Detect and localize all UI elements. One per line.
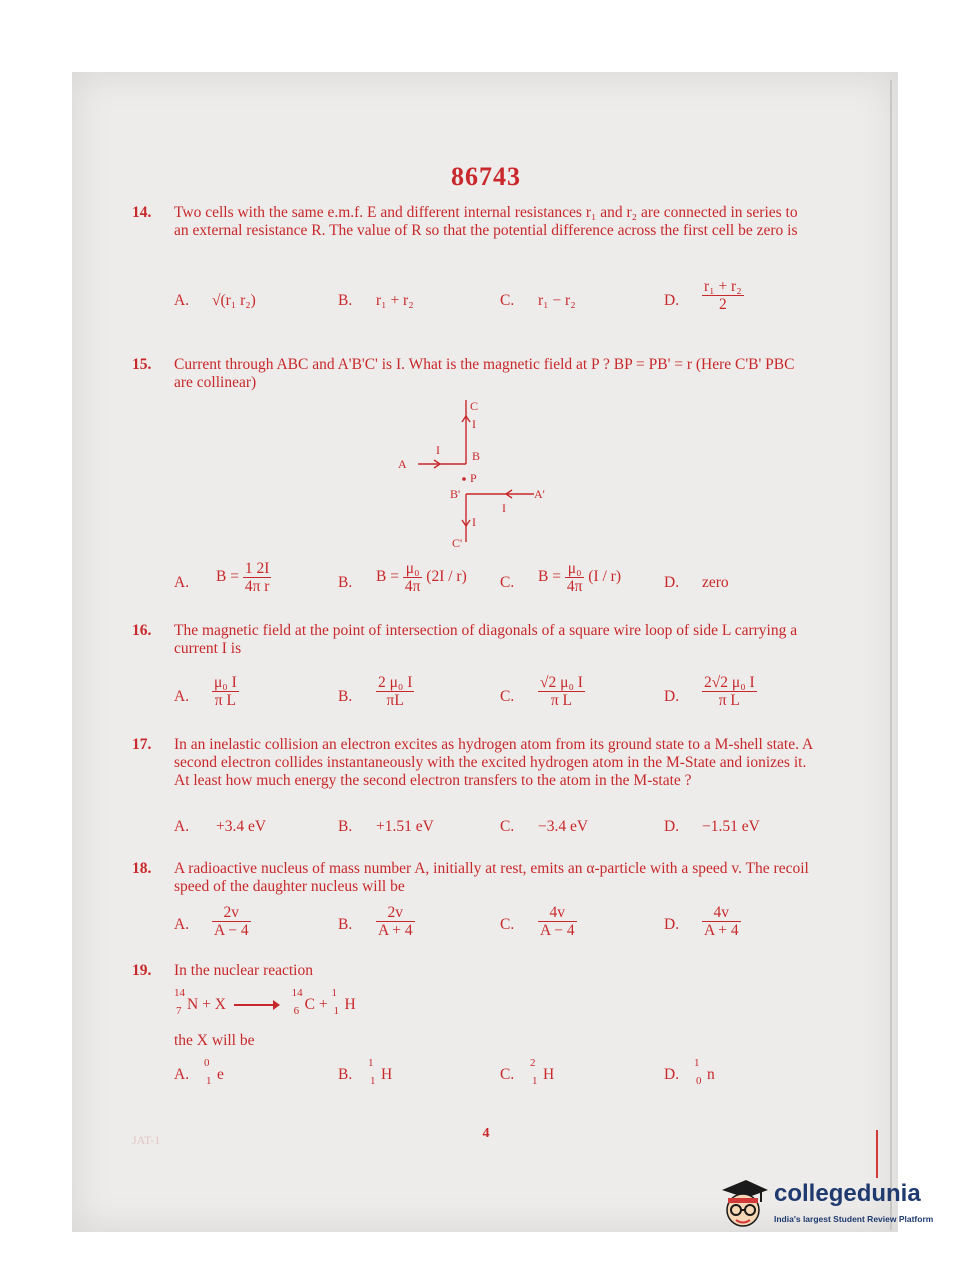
nuclear-reaction: 14 7 N + X 14 6 C + 1 1 H xyxy=(174,987,356,1017)
option-value: √(r₁ r₂) xyxy=(212,292,256,309)
fraction: $\frac{\text{μ₀ I}}{\text{π L}}$ xyxy=(214,674,237,709)
fraction: $\frac{2v}{A + 4}$ xyxy=(378,904,413,939)
option-label: A. xyxy=(174,1066,190,1083)
options-15: A. B = $\frac{1 2I}{\text{4π r}}$ B. B = $\frac{\text{μ₀}}{4\pi}$ (2I / r) C. B = $\frac{\text{μ₀}}{4\pi}$ (I / r) D. zero xyxy=(174,560,729,595)
question-text: Current through ABC and A'B'C' is I. What is the magnetic field at P ? BP = PB' = r (Here C'B' PBC are collinear) xyxy=(174,356,795,391)
fraction: $\frac{\text{2√2 μ₀ I}}{\text{π L}}$ xyxy=(704,674,755,709)
fraction: $\frac{\text{μ₀}}{4\pi}$ xyxy=(566,560,583,595)
question-text: The magnetic field at the point of intersection of diagonals of a square wire loop of side L carrying a current I is xyxy=(174,622,798,657)
faded-footer-code: JAT-1 xyxy=(132,1133,161,1147)
question-16 xyxy=(132,622,814,658)
collegedunia-logo xyxy=(716,1176,946,1236)
label-c: C xyxy=(470,399,479,413)
question-text: In the nuclear reaction xyxy=(174,962,313,979)
options-18 xyxy=(174,906,814,946)
option-label: C. xyxy=(500,574,515,591)
question-number: 17. xyxy=(132,736,152,753)
question-number: 15. xyxy=(132,356,152,373)
fraction: $\frac{4v}{A - 4}$ xyxy=(540,904,575,939)
logo-name: collegedunia xyxy=(774,1180,921,1207)
option-label: C. xyxy=(500,688,515,705)
label-a-prime: A' xyxy=(534,487,545,501)
question-text: In an inelastic collision an electron excites as hydrogen atom from its ground state to a M-shell state. A second electron collides instantaneously with the excited hydrogen atom in the M-State and ionizes it. At least how much energy the second electron transfers to the atom in the M-state ? xyxy=(174,736,813,789)
option-label: D. xyxy=(664,574,680,591)
option-label: D. xyxy=(664,818,680,835)
option-label: C. xyxy=(500,1066,515,1083)
option-value: −3.4 eV xyxy=(538,818,589,835)
fraction: $\frac{\text{μ₀}}{4\pi}$ xyxy=(404,560,421,595)
question-text: Two cells with the same e.m.f. E and different internal resistances r₁ and r₂ are connected in series to an external resistance R. The value of R so that the potential difference across the first cell be zero is xyxy=(174,204,798,239)
option-value: zero xyxy=(702,574,729,591)
option-d[interactable]: D. 1 0 n xyxy=(664,1057,715,1087)
options-14 xyxy=(174,278,814,326)
option-value: +3.4 eV xyxy=(216,818,267,835)
option-label: B. xyxy=(338,916,353,933)
question-18 xyxy=(132,860,814,896)
label-i-left: I xyxy=(436,443,440,457)
page-edge xyxy=(890,80,892,1230)
label-i-right: I xyxy=(502,501,506,515)
options-16 xyxy=(174,674,814,718)
question-17 xyxy=(132,736,814,790)
option-label: C. xyxy=(500,916,515,933)
option-label: C. xyxy=(500,292,515,309)
options-19 xyxy=(174,1057,814,1106)
option-label: A. xyxy=(174,916,190,933)
option-label: D. xyxy=(664,1066,680,1083)
arrow-icon xyxy=(234,1004,278,1006)
fraction: $\frac{\text{r₁ + r₂}}{2}$ xyxy=(704,278,742,313)
question-number: 14. xyxy=(132,204,152,221)
fraction: $\frac{1 2I}{\text{4π r}}$ xyxy=(244,560,270,595)
page-number: 4 xyxy=(482,1126,490,1141)
question-15 xyxy=(132,356,814,392)
option-b[interactable]: B. 1 1 H xyxy=(338,1057,393,1087)
logo-divider xyxy=(876,1130,878,1178)
option-label: B. xyxy=(338,292,353,309)
option-label: D. xyxy=(664,292,680,309)
fraction: $\frac{\text{2 μ₀ I}}{\pi L}$ xyxy=(378,674,413,709)
option-label: A. xyxy=(174,574,190,591)
option-value: −1.51 eV xyxy=(702,818,760,835)
question-text: A radioactive nucleus of mass number A, initially at rest, emits an α-particle with a speed v. The recoil speed of the daughter nucleus will be xyxy=(174,860,809,895)
option-value: r₁ + r₂ xyxy=(376,292,414,309)
label-a: A xyxy=(398,457,407,471)
option-label: A. xyxy=(174,818,190,835)
label-i-bottom: I xyxy=(472,515,476,529)
question-number: 18. xyxy=(132,860,152,877)
option-c[interactable]: C. 2 1 H xyxy=(500,1057,555,1087)
option-label: C. xyxy=(500,818,515,835)
option-label: B. xyxy=(338,574,353,591)
circuit-diagram xyxy=(384,392,564,552)
option-label: D. xyxy=(664,916,680,933)
question-number: 19. xyxy=(132,962,152,979)
question-14 xyxy=(132,204,814,240)
option-label: D. xyxy=(664,688,680,705)
option-label: A. xyxy=(174,688,190,705)
option-label: A. xyxy=(174,292,190,309)
logo-tagline: India's largest Student Review Platform xyxy=(774,1214,934,1224)
option-label: B. xyxy=(338,1066,353,1083)
option-value: +1.51 eV xyxy=(376,818,434,835)
label-b-prime: B' xyxy=(450,487,461,501)
question-19 xyxy=(132,962,814,980)
fraction: $\frac{2v}{A - 4}$ xyxy=(214,904,249,939)
option-label: B. xyxy=(338,818,353,835)
option-value: r₁ − r₂ xyxy=(538,292,576,309)
option-label: B. xyxy=(338,688,353,705)
graduate-mascot-icon xyxy=(716,1176,770,1232)
followup-text: the X will be xyxy=(174,1032,255,1049)
option-a[interactable]: A. 0 1 e xyxy=(174,1057,224,1087)
label-b: B xyxy=(472,449,481,463)
label-i-top: I xyxy=(472,417,476,431)
label-p: P xyxy=(470,471,477,485)
fraction: $\frac{\text{√2 μ₀ I}}{\text{π L}}$ xyxy=(540,674,583,709)
options-17 xyxy=(174,818,814,858)
label-c-prime: C' xyxy=(452,536,463,550)
exam-code: 86743 xyxy=(451,162,521,191)
fraction: $\frac{4v}{A + 4}$ xyxy=(704,904,739,939)
question-number: 16. xyxy=(132,622,152,639)
